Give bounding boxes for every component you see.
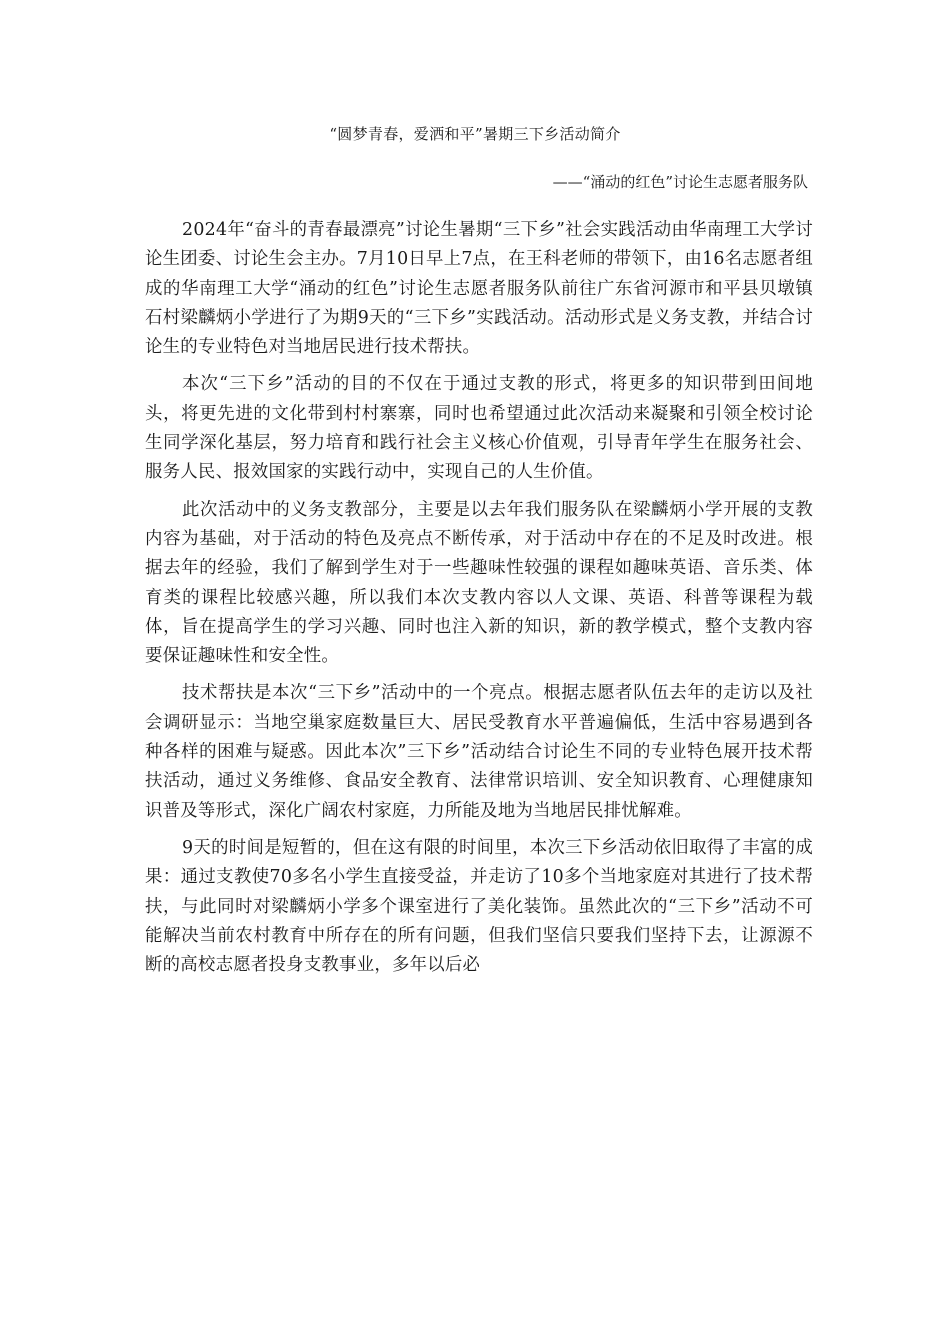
paragraph-1: 2024年“奋斗的青春最漂亮”讨论生暑期“三下乡”社会实践活动由华南理工大学讨论生团委、讨论生会主办。7月10日早上7点，在王科老师的带领下，由16名志愿者组成的华南理工大学“涌动的红色”讨论生志愿者服务队前往广东省河源市和平县贝墩镇石村梁麟炳小学进行了为期9天的“三下乡”实践活动。活动形式是义务支教，并结合讨论生的专业特色对当地居民进行技术帮扶。 xyxy=(145,220,813,358)
document-body xyxy=(145,216,813,988)
paragraph-3: 此次活动中的义务支教部分，主要是以去年我们服务队在梁麟炳小学开展的支教内容为基础，对于活动的特色及亮点不断传承，对于活动中存在的不足及时改进。根据去年的经验，我们了解到学生对于一些趣味性较强的课程如趣味英语、音乐类、体育类的课程比较感兴趣，所以我们本次支教内容以人文课、英语、科普等课程为载体，旨在提高学生的学习兴趣、同时也注入新的知识，新的教学模式，整个支教内容要保证趣味性和安全性。 xyxy=(145,499,813,667)
paragraph-4: 技术帮扶是本次“三下乡”活动中的一个亮点。根据志愿者队伍去年的走访以及社会调研显示：当地空巢家庭数量巨大、居民受教育水平普遍偏低，生活中容易遇到各种各样的困难与疑惑。因此本次”三下乡”活动结合讨论生不同的专业特色展开技术帮扶活动，通过义务维修、食品安全教育、法律常识培训、安全知识教育、心理健康知识普及等形式，深化广阔农村家庭，力所能及地为当地居民排忧解难。 xyxy=(145,683,813,821)
paragraph-2: 本次“三下乡”活动的目的不仅在于通过支教的形式，将更多的知识带到田间地头，将更先进的文化带到村村寨寨，同时也希望通过此次活动来凝聚和引领全校讨论生同学深化基层，努力培育和践行社会主义核心价值观，引导青年学生在服务社会、服务人民、报效国家的实践行动中，实现自己的人生价值。 xyxy=(145,374,813,483)
paragraph-5: 9天的时间是短暂的，但在这有限的时间里，本次三下乡活动依旧取得了丰富的成果：通过支教使70多名小学生直接受益，并走访了10多个当地家庭对其进行了技术帮扶，与此同时对梁麟炳小学多个课室进行了美化装饰。虽然此次的“三下乡”活动不可能解决当前农村教育中所存在的所有问题，但我们坚信只要我们坚持下去，让源源不断的高校志愿者投身支教事业，多年以后必 xyxy=(145,837,813,976)
document-title: “圆梦青春，爱洒和平”暑期三下乡活动简介 xyxy=(329,125,621,143)
document-subtitle: ——“涌动的红色”讨论生志愿者服务队 xyxy=(552,173,808,191)
